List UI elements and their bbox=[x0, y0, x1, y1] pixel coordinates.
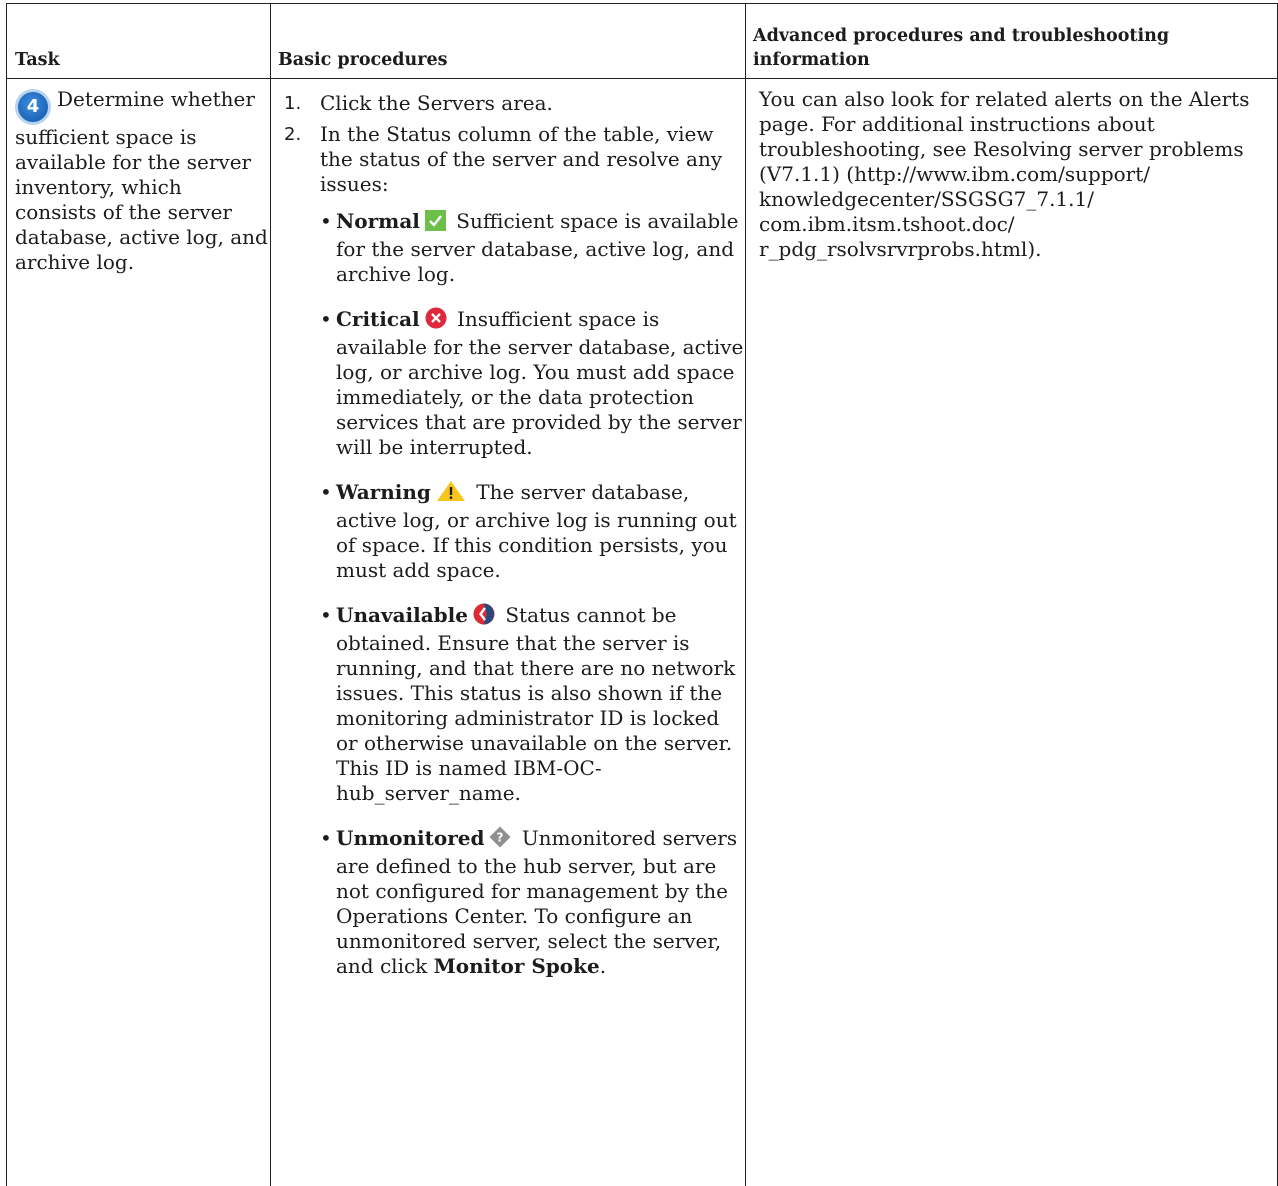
status-item-unmonitored bbox=[320, 826, 744, 979]
header-task: Task bbox=[15, 50, 60, 70]
step-number: 2. bbox=[284, 124, 302, 145]
column-divider-1 bbox=[270, 4, 271, 1186]
status-description: Unmonitored servers are defined to the hub server, but are not configured for management by the Operations Center. To configure an unmonitored server, select the server, and click bbox=[336, 826, 738, 978]
status-description: The server database, active log, or archive log is running out of space. If this condition persists, you must add space. bbox=[336, 480, 737, 582]
critical-x-icon bbox=[425, 307, 447, 335]
status-item-unavailable bbox=[320, 603, 744, 806]
bullet-dot: • bbox=[320, 603, 332, 627]
step-text: In the Status column of the table, view the status of the server and resolve any issues: bbox=[320, 122, 723, 196]
status-term: Critical bbox=[336, 307, 420, 331]
status-list bbox=[284, 209, 744, 979]
status-term: Unmonitored bbox=[336, 826, 485, 850]
header-basic-procedures: Basic procedures bbox=[278, 50, 448, 70]
unavailable-icon bbox=[473, 603, 495, 631]
bullet-dot: • bbox=[320, 307, 332, 331]
step-number-icon: 4 bbox=[15, 89, 51, 125]
status-item-normal bbox=[320, 209, 744, 287]
header-advanced-procedures: Advanced procedures and troubleshooting information bbox=[753, 26, 1170, 70]
svg-text:?: ? bbox=[496, 830, 504, 845]
normal-check-icon bbox=[425, 210, 446, 237]
status-description: Sufficient space is available for the server database, active log, and archive log. bbox=[336, 209, 739, 286]
step-number: 1. bbox=[284, 93, 302, 114]
unmonitored-diamond-icon bbox=[489, 826, 511, 854]
status-item-critical bbox=[320, 307, 744, 460]
header-divider bbox=[7, 78, 1278, 79]
task-description: Determine whether sufficient space is available for the server inventory, which consists of the server database, active log, and archive log. bbox=[15, 87, 268, 274]
sentence-end: . bbox=[599, 954, 607, 978]
status-description: Status cannot be obtained. Ensure that the server is running, and that there are no network issues. This status is also shown if the monitoring administrator ID is locked or otherwise unavailable on the server. This ID is named IBM-OC-hub_server_name. bbox=[336, 603, 736, 805]
step-item-2 bbox=[284, 122, 744, 197]
step-text: Click the Servers area. bbox=[320, 91, 553, 115]
warning-triangle-icon bbox=[436, 480, 466, 508]
task-cell bbox=[15, 87, 269, 275]
monitor-spoke-action: Monitor Spoke bbox=[433, 954, 600, 978]
basic-procedures-cell bbox=[284, 91, 744, 999]
step-item-1 bbox=[284, 91, 744, 116]
bullet-dot: • bbox=[320, 480, 332, 504]
status-item-warning bbox=[320, 480, 744, 583]
status-term: Normal bbox=[336, 209, 420, 233]
status-term: Warning bbox=[336, 480, 431, 504]
status-term: Unavailable bbox=[336, 603, 468, 627]
procedure-table bbox=[6, 3, 1278, 1186]
column-divider-2 bbox=[745, 4, 746, 1186]
advanced-procedures-cell: You can also look for related alerts on the Alerts page. For additional instructions about troubleshooting, see Resolving server problems (V7.1.1) (http://www.ibm.com/support/ knowledgecenter/SSGSG7_7.1.1/ com.ibm.itsm.tshoot.doc/ r_pdg_rsolvsrvrprobs.html). bbox=[759, 87, 1250, 261]
bullet-dot: • bbox=[320, 209, 332, 233]
bullet-dot: • bbox=[320, 826, 332, 850]
status-description: Insufficient space is available for the server database, active log, or archive log. You must add space immediately, or the data protection services that are provided by the server will be interrupted. bbox=[336, 307, 744, 459]
